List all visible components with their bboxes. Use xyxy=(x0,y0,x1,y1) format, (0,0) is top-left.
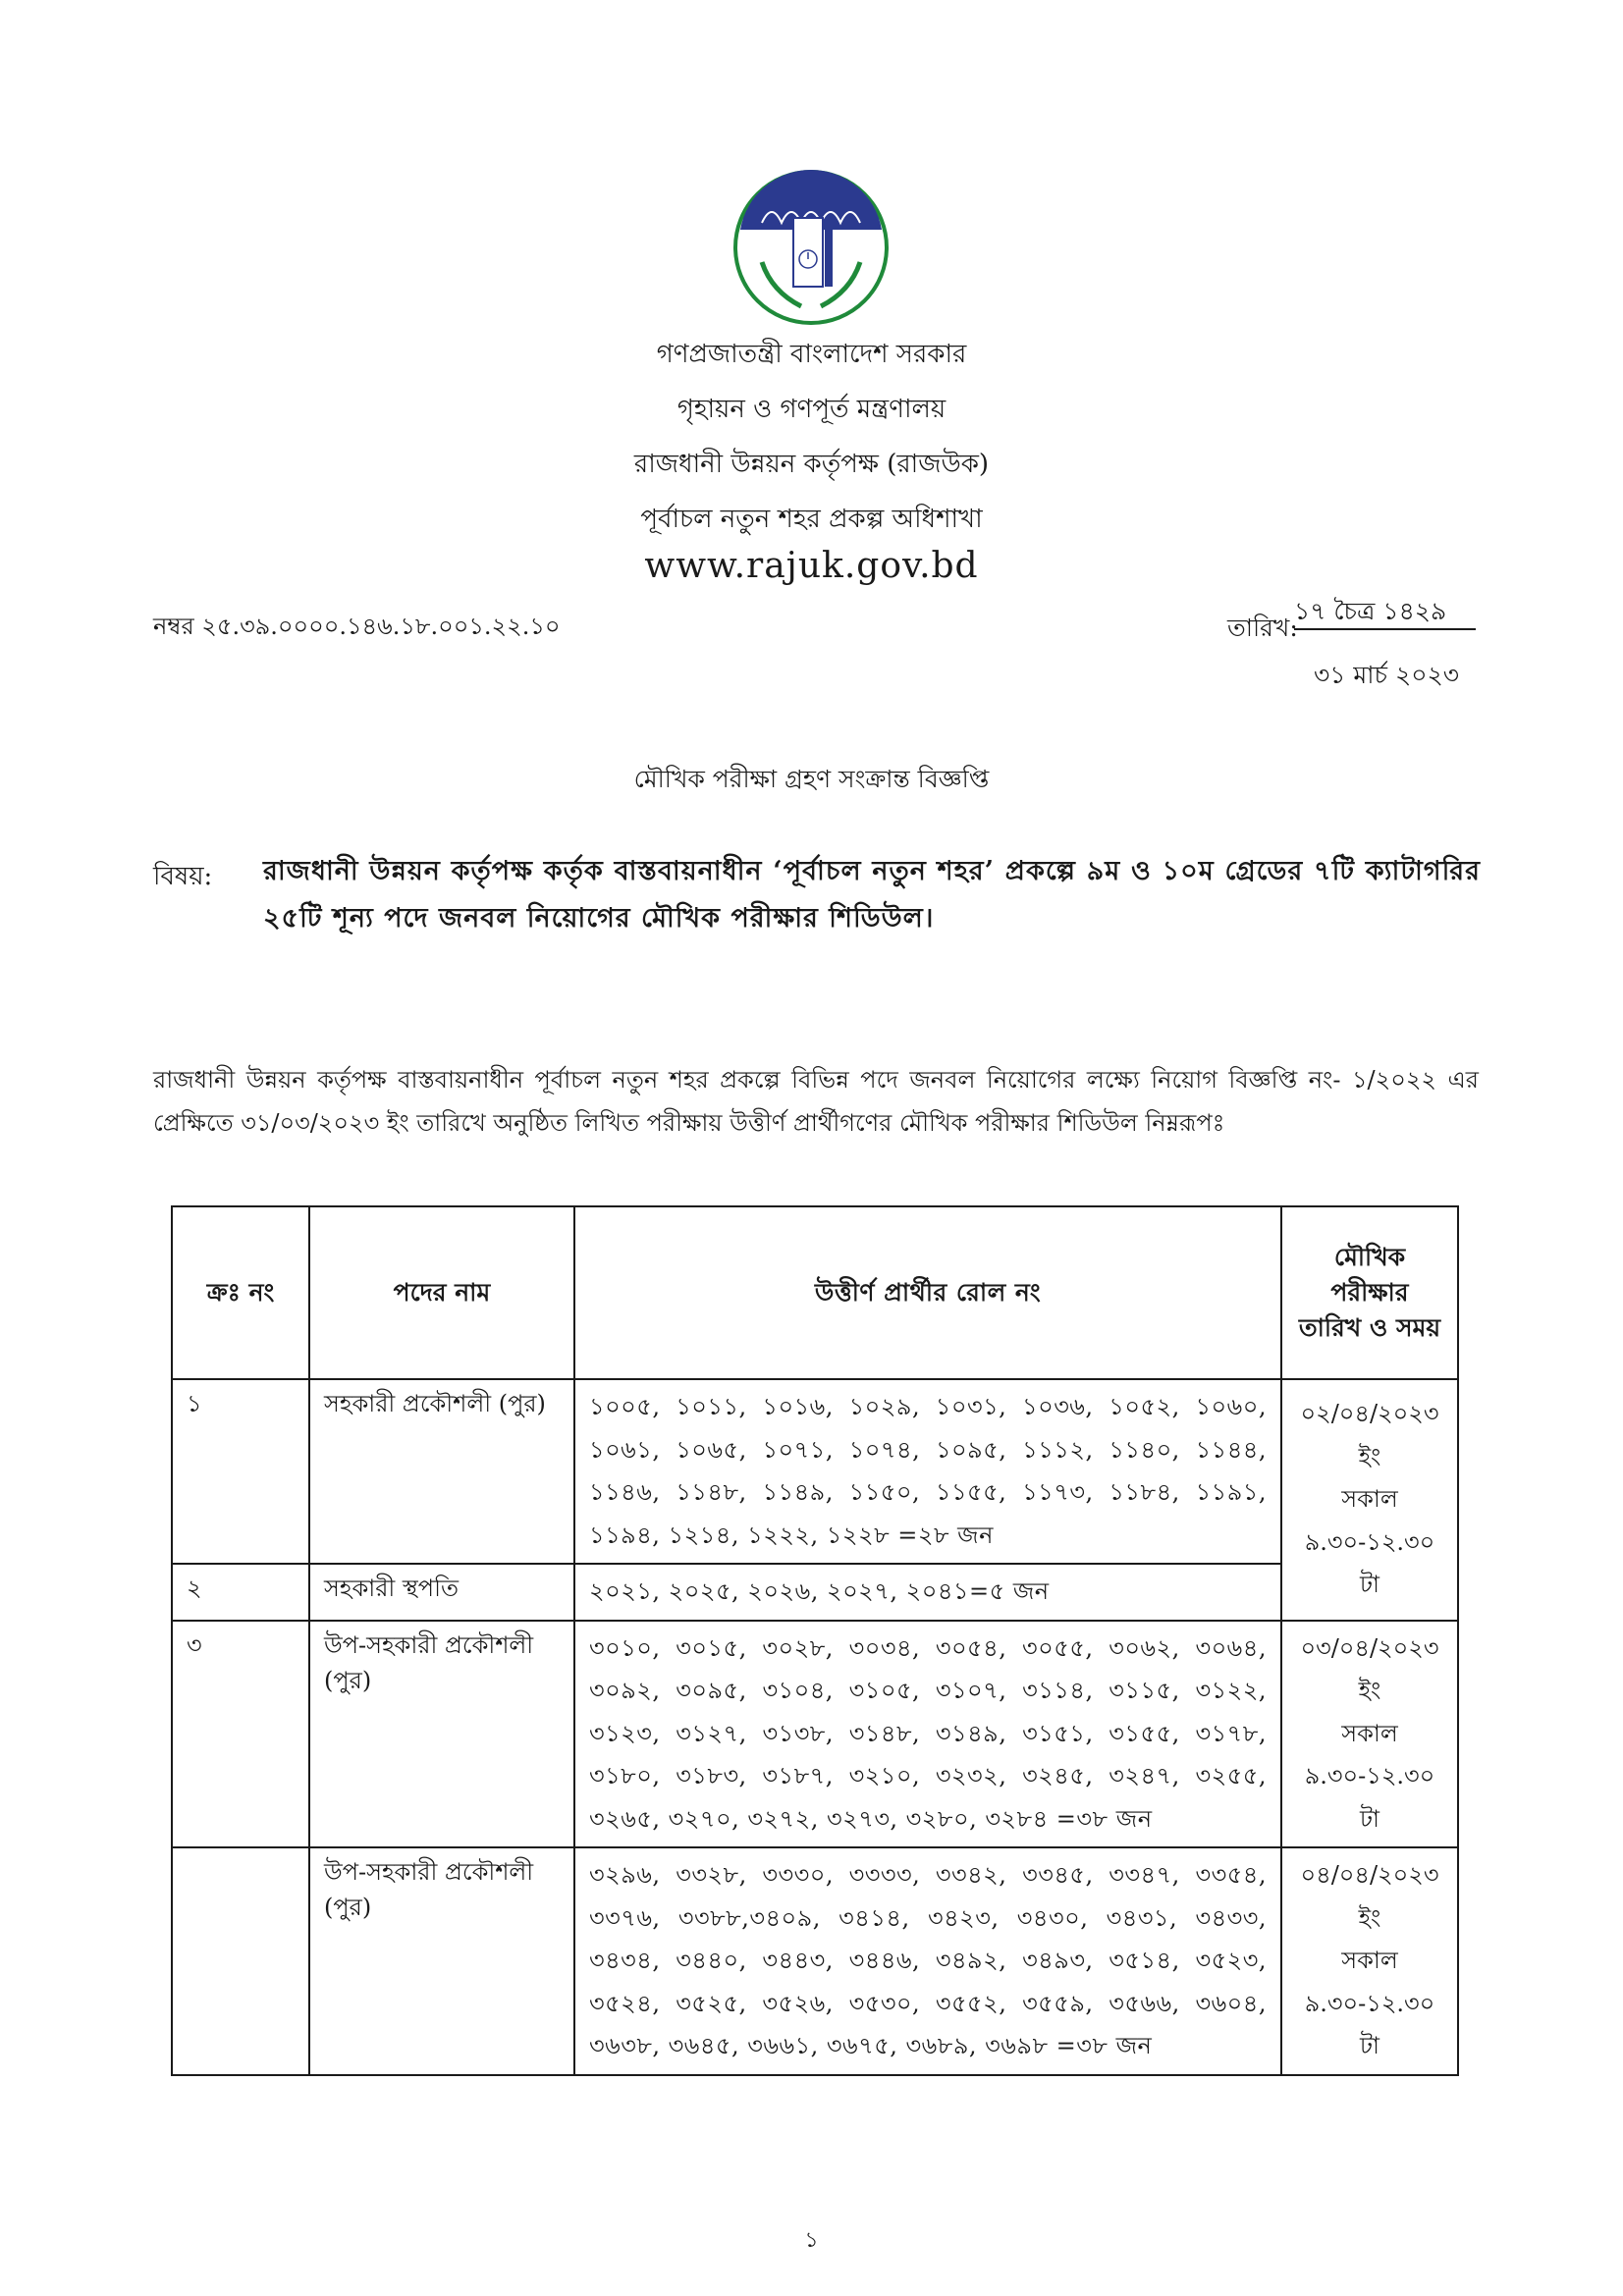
time-range: ৯.৩০-১২.৩০ xyxy=(1304,1762,1435,1789)
date-suffix: ইং xyxy=(1358,1903,1381,1932)
row-serial: ২ xyxy=(172,1564,309,1621)
time-range: ৯.৩০-১২.৩০ xyxy=(1304,1527,1435,1556)
row-post: সহকারী প্রকৌশলী (পুর) xyxy=(309,1379,574,1564)
page-number: ১ xyxy=(804,2228,819,2253)
table-row xyxy=(172,1379,1458,1564)
memo-reference: নম্বর ২৫.৩৯.০০০০.১৪৬.১৮.০০১.২২.১০ xyxy=(153,613,561,640)
wing-name: পূর্বাচল নতুন শহর প্রকল্প অধিশাখা xyxy=(640,505,983,534)
time-label: সকাল xyxy=(1341,1947,1398,1974)
date-text: ০৪/০৪/২০২৩ xyxy=(1300,1861,1439,1889)
row-date-group2 xyxy=(1281,1621,1458,1848)
date-text: ০২/০৪/২০২৩ xyxy=(1300,1400,1439,1427)
header-rolls: উত্তীর্ণ প্রার্থীর রোল নং xyxy=(574,1206,1281,1379)
row-serial xyxy=(172,1847,309,2075)
schedule-table xyxy=(171,1205,1459,2076)
subject-label: বিষয়: xyxy=(153,862,213,891)
notice-title: মৌখিক পরীক্ষা গ্রহণ সংক্রান্ত বিজ্ঞপ্তি xyxy=(633,765,990,793)
row-rolls: ১০০৫, ১০১১, ১০১৬, ১০২৯, ১০৩১, ১০৩৬, ১০৫২, ১০৬০, ১০৬১, ১০৬৫, ১০৭১, ১০৭৪, ১০৯৫, ১১১২, ১১৪০, ১১৪৪, ১১৪৬, ১১৪৮, ১১৪৯, ১১৫০, ১১৫৫, ১১৭৩, ১১৮৪, ১১৯১, ১১৯৪, ১২১৪, ১২২২, ১২২৮ =২৮ জন xyxy=(574,1379,1281,1564)
row-rolls: ৩২৯৬, ৩৩২৮, ৩৩৩০, ৩৩৩৩, ৩৩৪২, ৩৩৪৫, ৩৩৪৭, ৩৩৫৪, ৩৩৭৬, ৩৩৮৮,৩৪০৯, ৩৪১৪, ৩৪২৩, ৩৪৩০, ৩৪৩১, ৩৪৩৩, ৩৪৩৪, ৩৪৪০, ৩৪৪৩, ৩৪৪৬, ৩৪৯২, ৩৪৯৩, ৩৫১৪, ৩৫২৩, ৩৫২৪, ৩৫২৫, ৩৫২৬, ৩৫৩০, ৩৫৫২, ৩৫৫৯, ৩৫৬৬, ৩৬০৪, ৩৬৩৮, ৩৬৪৫, ৩৬৬১, ৩৬৭৫, ৩৬৮৯, ৩৬৯৮ =৩৮ জন xyxy=(574,1847,1281,2075)
row-rolls: ৩০১০, ৩০১৫, ৩০২৮, ৩০৩৪, ৩০৫৪, ৩০৫৫, ৩০৬২, ৩০৬৪, ৩০৯২, ৩০৯৫, ৩১০৪, ৩১০৫, ৩১০৭, ৩১১৪, ৩১১৫, ৩১২২, ৩১২৩, ৩১২৭, ৩১৩৮, ৩১৪৮, ৩১৪৯, ৩১৫১, ৩১৫৫, ৩১৭৮, ৩১৮০, ৩১৮৩, ৩১৮৭, ৩২১০, ৩২৩২, ৩২৪৫, ৩২৪৭, ৩২৫৫, ৩২৬৫, ৩২৭০, ৩২৭২, ৩২৭৩, ৩২৮০, ৩২৮৪ =৩৮ জন xyxy=(574,1621,1281,1848)
time-suffix: টা xyxy=(1359,1804,1380,1833)
table-row xyxy=(172,1564,1458,1621)
table-row xyxy=(172,1847,1458,2075)
row-date-group3 xyxy=(1281,1847,1458,2075)
row-date-group1 xyxy=(1281,1379,1458,1621)
date-text: ০৩/০৪/২০২৩ xyxy=(1300,1633,1439,1662)
date-english: ৩১ মার্চ ২০২৩ xyxy=(1314,661,1460,689)
date-suffix: ইং xyxy=(1358,1442,1381,1470)
time-range: ৯.৩০-১২.৩০ xyxy=(1304,1989,1435,2017)
subject-text: রাজধানী উন্নয়ন কর্তৃপক্ষ কর্তৃক বাস্তবায়নাধীন ‘পূর্বাচল নতুন শহর’ প্রকল্পে ৯ম ও ১০ম গ্রেডের ৭টি ক্যাটাগরির ২৫টি শূন্য পদে জনবল নিয়োগের মৌখিক পরীক্ষার শিডিউল। xyxy=(263,856,1481,934)
row-serial: ১ xyxy=(172,1379,309,1564)
row-post: উপ-সহকারী প্রকৌশলী (পুর) xyxy=(309,1621,574,1848)
authority-name: রাজধানী উন্নয়ন কর্তৃপক্ষ (রাজউক) xyxy=(633,450,990,479)
date-suffix: ইং xyxy=(1358,1677,1381,1704)
row-post: সহকারী স্থপতি xyxy=(309,1564,574,1621)
header-post: পদের নাম xyxy=(309,1206,574,1379)
website-link[interactable]: www.rajuk.gov.bd xyxy=(644,546,979,586)
time-suffix: টা xyxy=(1359,1571,1380,1598)
header-serial: ক্রঃ নং xyxy=(172,1206,309,1379)
row-serial: ৩ xyxy=(172,1621,309,1848)
row-post: উপ-সহকারী প্রকৌশলী (পুর) xyxy=(309,1847,574,2075)
time-label: সকাল xyxy=(1341,1719,1398,1747)
date-divider xyxy=(1294,628,1476,630)
govt-name: গণপ্রজাতন্ত্রী বাংলাদেশ সরকার xyxy=(656,340,967,369)
body-paragraph: রাজধানী উন্নয়ন কর্তৃপক্ষ বাস্তবায়নাধীন পূর্বাচল নতুন শহর প্রকল্পে বিভিন্ন পদে জনবল নিয়োগের লক্ষ্যে নিয়োগ বিজ্ঞপ্তি নং- ১/২০২২ এর প্রেক্ষিতে ৩১/০৩/২০২৩ ইং তারিখে অনুষ্ঠিত লিখিত পরীক্ষায় উত্তীর্ণ প্রার্থীগণের মৌখিক পরীক্ষার শিডিউল নিম্নরূপঃ xyxy=(153,1066,1479,1137)
ministry-name: গৃহায়ন ও গণপূর্ত মন্ত্রণালয় xyxy=(676,395,947,424)
rajuk-logo-icon xyxy=(732,169,890,326)
header-date: মৌখিক পরীক্ষার তারিখ ও সময় xyxy=(1281,1206,1458,1379)
table-header-row xyxy=(172,1206,1458,1379)
time-label: সকাল xyxy=(1341,1485,1398,1513)
date-label: তারিখ: xyxy=(1227,614,1298,642)
row-rolls: ২০২১, ২০২৫, ২০২৬, ২০২৭, ২০৪১=৫ জন xyxy=(574,1564,1281,1621)
table-row xyxy=(172,1621,1458,1848)
time-suffix: টা xyxy=(1359,2032,1380,2059)
date-bangla: ১৭ চৈত্র ১৪২৯ xyxy=(1294,597,1447,625)
